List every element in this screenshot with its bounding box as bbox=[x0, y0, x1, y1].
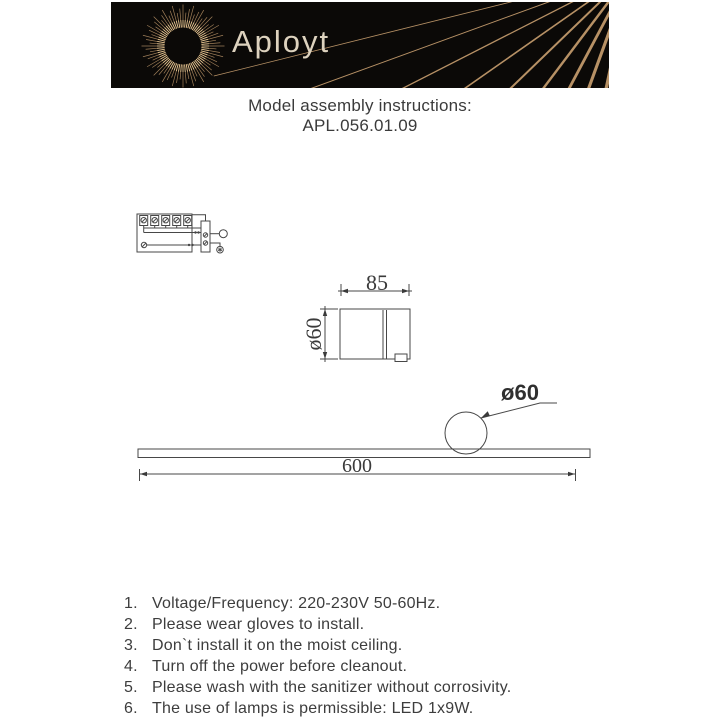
list-item: Please wash with the sanitizer without corrosivity. bbox=[152, 679, 512, 696]
side-view-diameter-label: ø60 bbox=[301, 317, 326, 351]
instructions-list bbox=[124, 593, 511, 719]
corner-rays-icon bbox=[111, 2, 609, 88]
brand-wordmark: Aployt bbox=[232, 24, 331, 59]
list-item: Voltage/Frequency: 220-230V 50-60Hz. bbox=[152, 595, 441, 612]
title-block bbox=[0, 96, 720, 136]
sphere-diameter-label: ø60 bbox=[501, 380, 539, 405]
list-item: Please wear gloves to install. bbox=[152, 616, 365, 633]
brand-banner bbox=[111, 2, 609, 88]
list-item: The use of lamps is permissible: LED 1x9W. bbox=[152, 700, 474, 717]
front-view-drawing bbox=[125, 380, 595, 488]
bar-length-label: 600 bbox=[342, 455, 372, 477]
side-view-width-label: 85 bbox=[366, 270, 388, 295]
list-item: Don`t install it on the moist ceiling. bbox=[152, 637, 403, 654]
model-number: APL.056.01.09 bbox=[302, 116, 418, 135]
side-view-drawing bbox=[290, 262, 420, 367]
wiring-diagram bbox=[132, 202, 248, 266]
list-item: Turn off the power before cleanout. bbox=[152, 658, 408, 675]
page-title: Model assembly instructions: bbox=[248, 96, 472, 115]
